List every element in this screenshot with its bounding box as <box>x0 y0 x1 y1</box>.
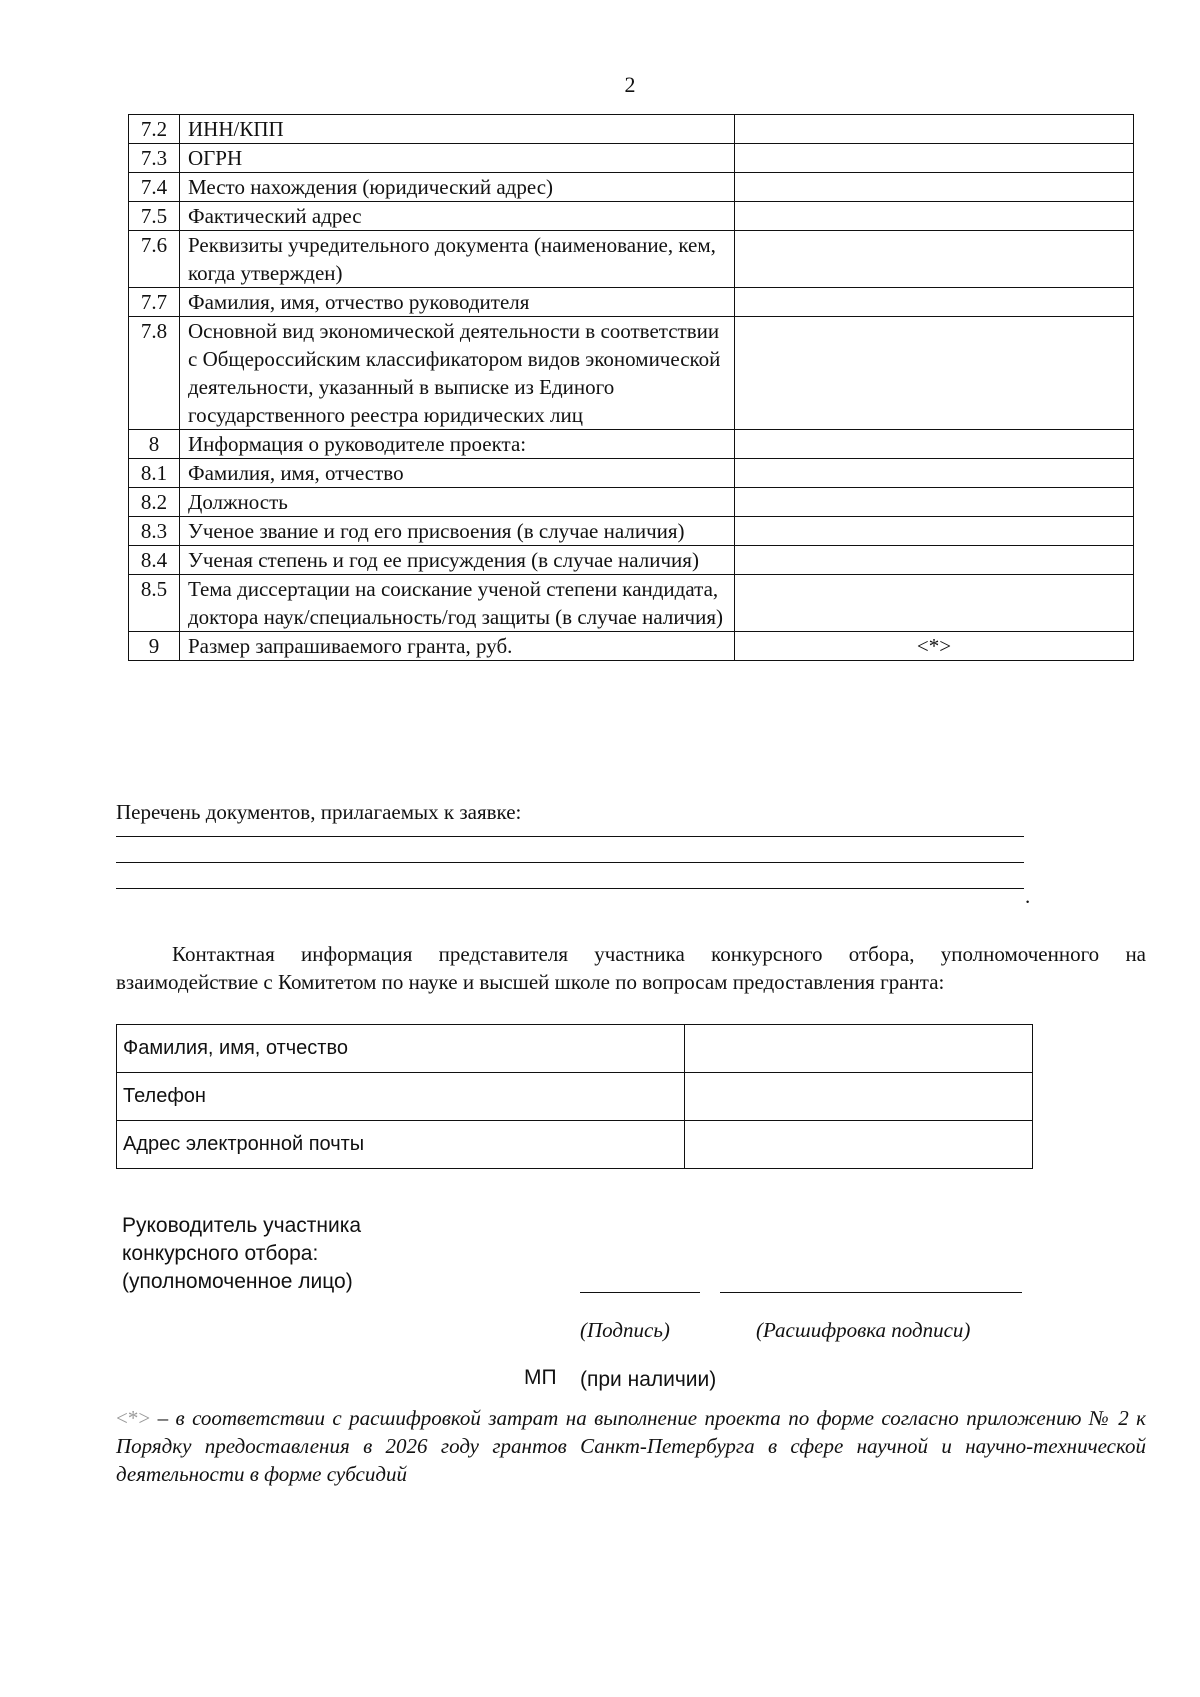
cell-num: 8.3 <box>129 517 180 546</box>
cell-value <box>735 202 1134 231</box>
table-row <box>129 202 1134 231</box>
cell-value <box>735 173 1134 202</box>
table-row <box>129 575 1134 632</box>
cell-num: 8 <box>129 430 180 459</box>
stamp-place-note: (при наличии) <box>580 1368 717 1391</box>
cell-value <box>735 144 1134 173</box>
head-block-line: конкурсного отбора: <box>122 1242 319 1265</box>
cell-label: Должность <box>180 488 735 517</box>
cell-value <box>735 288 1134 317</box>
contact-value <box>685 1025 1033 1073</box>
table-row <box>129 517 1134 546</box>
cell-num: 7.2 <box>129 115 180 144</box>
cell-num: 7.6 <box>129 231 180 288</box>
cell-label: Основной вид экономической деятельности в соответствии с Общероссийским классификатором видов экономической деятельности, указанный в выписке из Единого государственного реестра юридических лиц <box>180 317 735 430</box>
table-row <box>129 632 1134 661</box>
cell-value <box>735 546 1134 575</box>
table-row <box>129 546 1134 575</box>
documents-line <box>116 888 1024 889</box>
head-block-line: (уполномоченное лицо) <box>122 1270 353 1293</box>
signature-decoding-caption: (Расшифровка подписи) <box>756 1318 971 1342</box>
contact-row <box>117 1121 1033 1169</box>
cell-num: 7.4 <box>129 173 180 202</box>
cell-value <box>735 430 1134 459</box>
head-of-participant-block <box>122 1212 482 1296</box>
cell-label: ИНН/КПП <box>180 115 735 144</box>
cell-label: Фактический адрес <box>180 202 735 231</box>
cell-label: Ученое звание и год его присвоения (в случае наличия) <box>180 517 735 546</box>
stamp-place-label: МП <box>524 1366 557 1389</box>
table-row <box>129 430 1134 459</box>
cell-num: 7.5 <box>129 202 180 231</box>
documents-end-dot: . <box>1025 884 1031 908</box>
table-row <box>129 288 1134 317</box>
contact-label: Адрес электронной почты <box>117 1121 685 1169</box>
contact-row <box>117 1073 1033 1121</box>
table-row <box>129 115 1134 144</box>
table-row <box>129 144 1134 173</box>
documents-list-title: Перечень документов, прилагаемых к заявке: <box>116 800 522 824</box>
footnote <box>116 1404 1146 1488</box>
application-table <box>128 114 1134 661</box>
table-row <box>129 488 1134 517</box>
contact-label: Фамилия, имя, отчество <box>117 1025 685 1073</box>
cell-label: Размер запрашиваемого гранта, руб. <box>180 632 735 661</box>
head-block-line: Руководитель участника <box>122 1214 362 1237</box>
cell-num: 8.1 <box>129 459 180 488</box>
cell-label: ОГРН <box>180 144 735 173</box>
cell-label: Фамилия, имя, отчество <box>180 459 735 488</box>
documents-line <box>116 862 1024 863</box>
cell-label: Информация о руководителе проекта: <box>180 430 735 459</box>
contact-row <box>117 1025 1033 1073</box>
cell-value <box>735 459 1134 488</box>
cell-value: <*> <box>735 632 1134 661</box>
cell-value <box>735 317 1134 430</box>
documents-line <box>116 836 1024 837</box>
cell-num: 7.7 <box>129 288 180 317</box>
cell-label: Ученая степень и год ее присуждения (в случае наличия) <box>180 546 735 575</box>
contact-value <box>685 1073 1033 1121</box>
contact-value <box>685 1121 1033 1169</box>
footnote-mark: <*> <box>116 1406 151 1430</box>
signature-caption: (Подпись) <box>580 1318 670 1342</box>
cell-num: 7.8 <box>129 317 180 430</box>
table-row <box>129 173 1134 202</box>
cell-label: Реквизиты учредительного документа (наименование, кем, когда утвержден) <box>180 231 735 288</box>
signature-decoding-line <box>720 1292 1022 1293</box>
footnote-text: – в соответствии с расшифровкой затрат на выполнение проекта по форме согласно приложению № 2 к Порядку предоставления в 2026 году грантов Санкт-Петербурга в сфере научной и научно-технической деятельности в форме субсидий <box>116 1406 1146 1486</box>
table-row <box>129 459 1134 488</box>
cell-num: 7.3 <box>129 144 180 173</box>
cell-num: 8.2 <box>129 488 180 517</box>
cell-value <box>735 517 1134 546</box>
cell-label: Фамилия, имя, отчество руководителя <box>180 288 735 317</box>
cell-value <box>735 231 1134 288</box>
table-row <box>129 231 1134 288</box>
signature-line <box>580 1292 700 1293</box>
contact-intro-paragraph: Контактная информация представителя участника конкурсного отбора, уполномоченного на взаимодействие с Комитетом по науке и высшей школе по вопросам предоставления гранта: <box>116 942 1146 994</box>
cell-num: 8.4 <box>129 546 180 575</box>
cell-value <box>735 115 1134 144</box>
cell-label: Тема диссертации на соискание ученой степени кандидата, доктора наук/специальность/год защиты (в случае наличия) <box>180 575 735 632</box>
table-row <box>129 317 1134 430</box>
cell-value <box>735 488 1134 517</box>
cell-value <box>735 575 1134 632</box>
page-number: 2 <box>624 72 636 97</box>
contacts-table <box>116 1024 1033 1169</box>
cell-label: Место нахождения (юридический адрес) <box>180 173 735 202</box>
cell-num: 9 <box>129 632 180 661</box>
contact-label: Телефон <box>117 1073 685 1121</box>
cell-num: 8.5 <box>129 575 180 632</box>
